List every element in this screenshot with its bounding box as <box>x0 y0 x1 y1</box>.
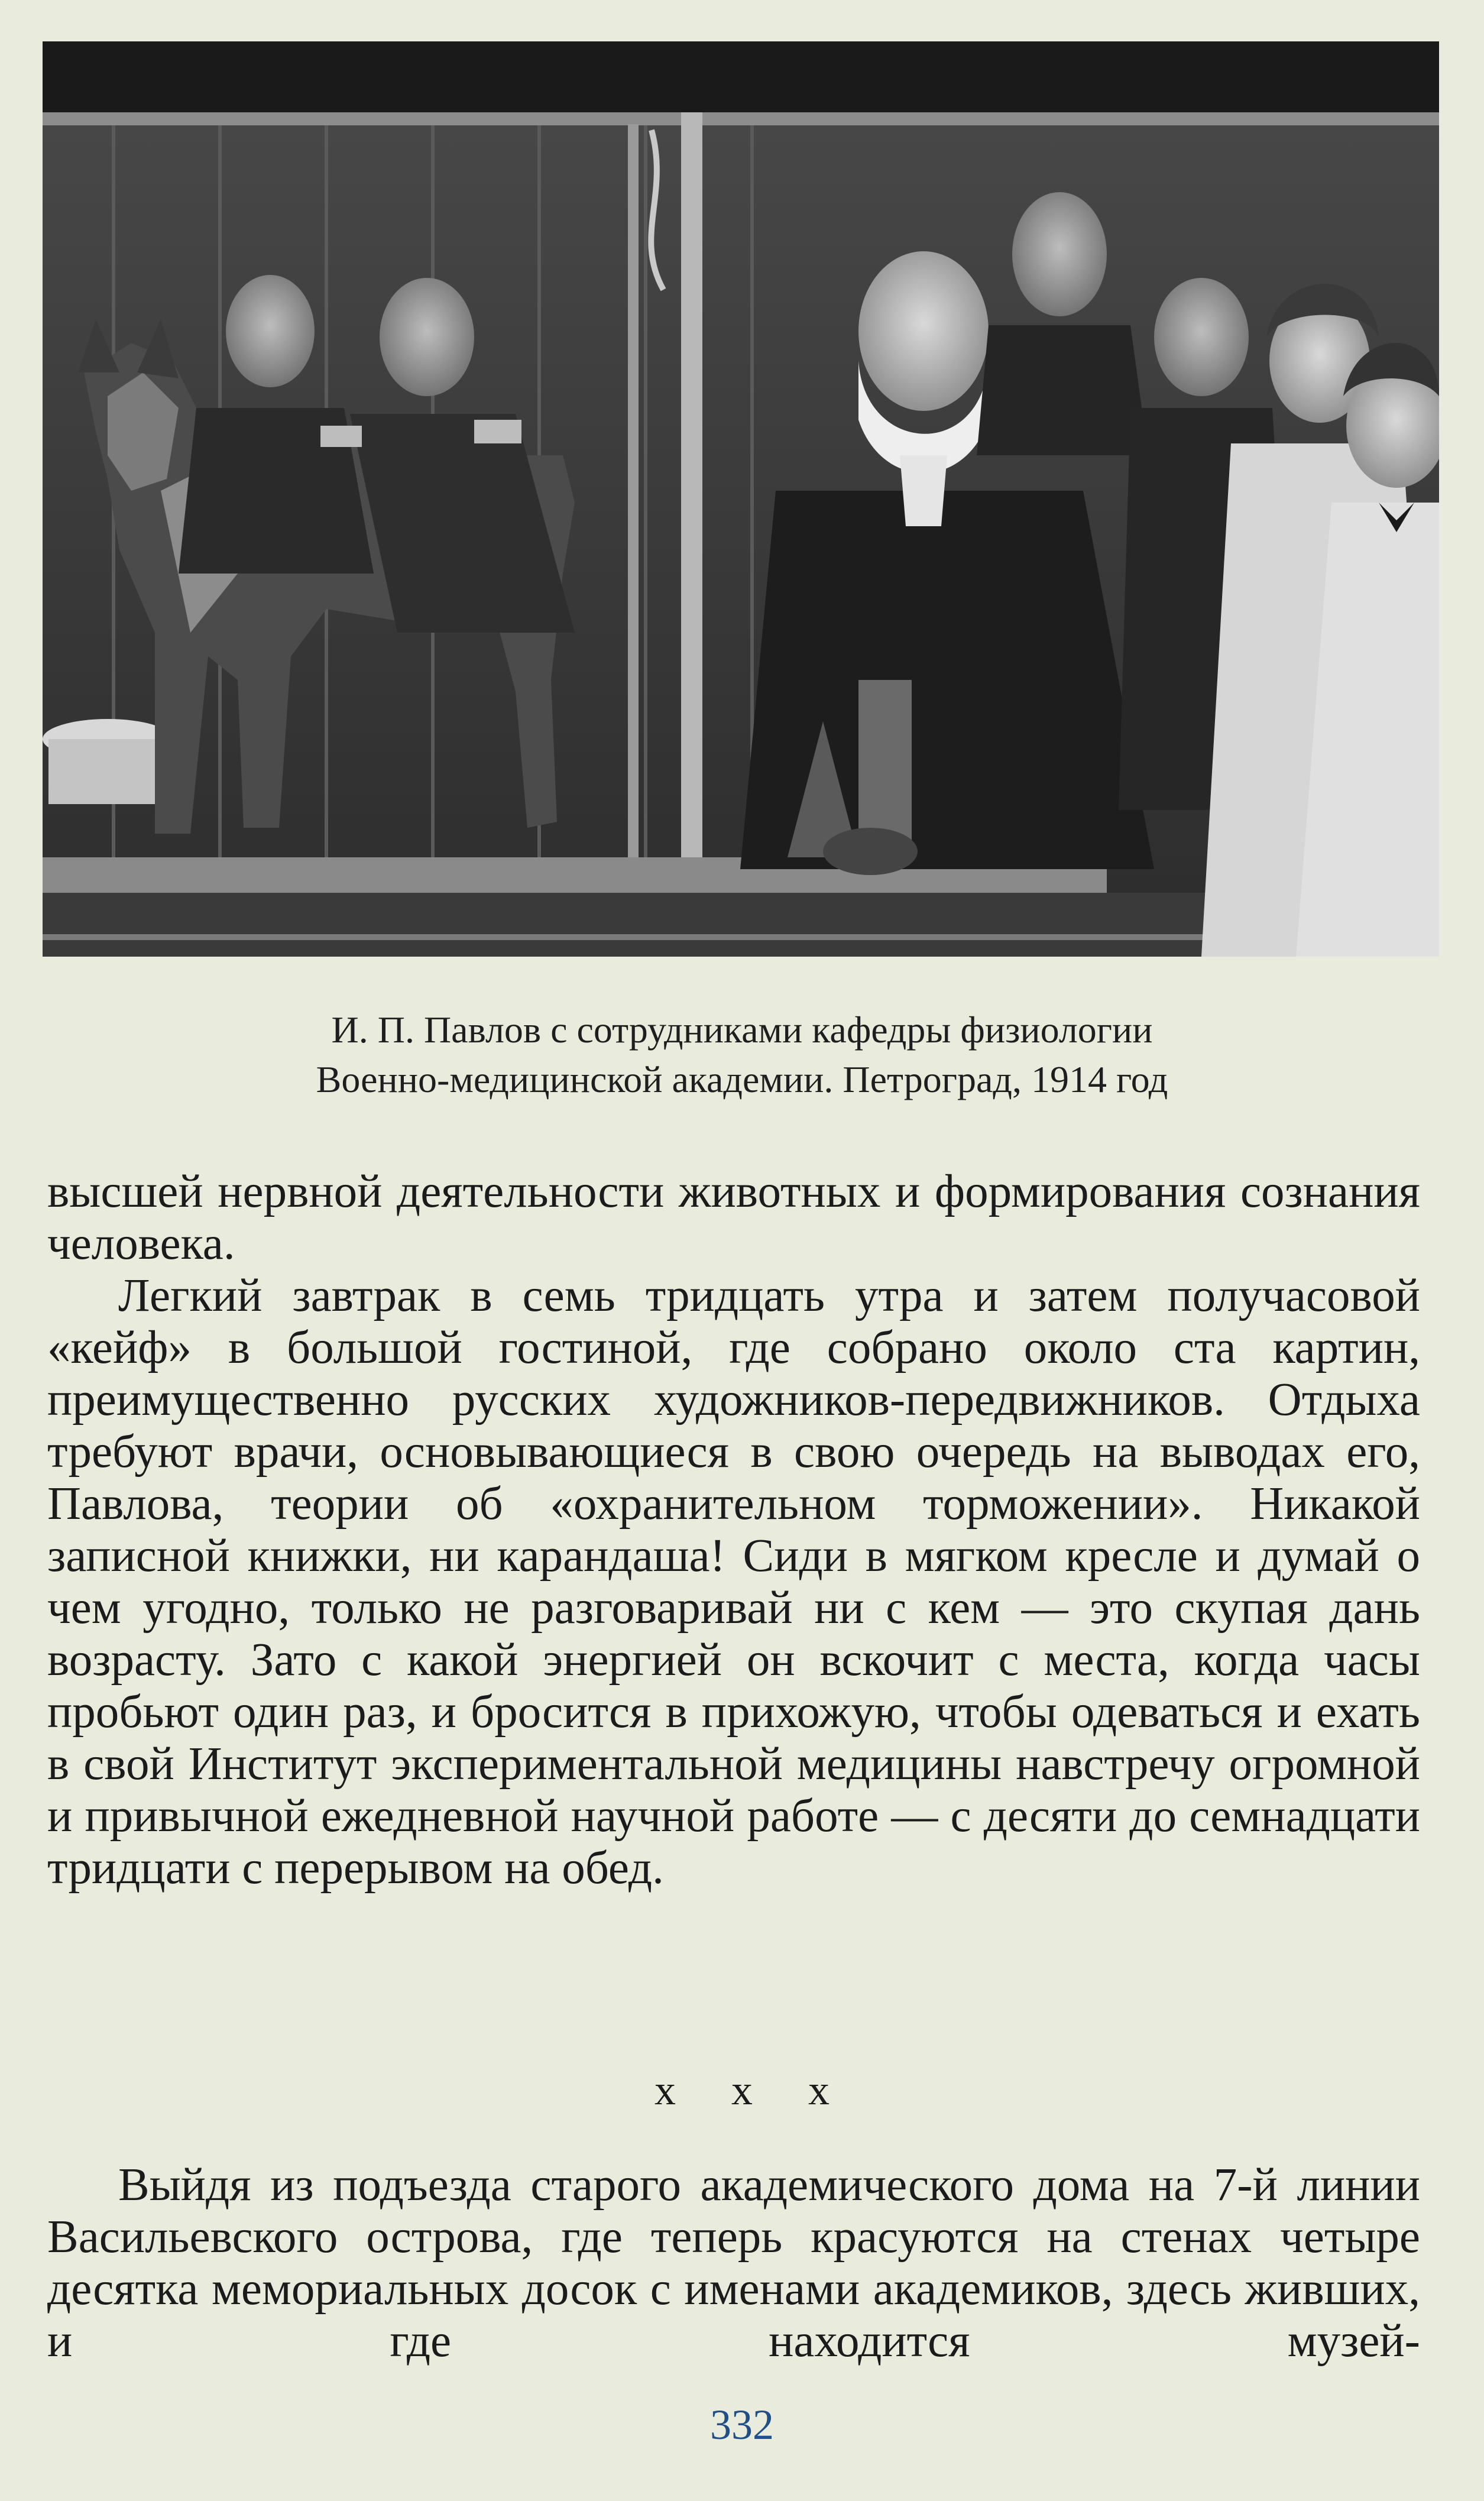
separator-mark-1: x <box>654 2066 676 2114</box>
historical-photo <box>43 41 1439 957</box>
photo-caption <box>0 1005 1484 1104</box>
separator-mark-3: x <box>808 2066 830 2114</box>
caption-line-1: И. П. Павлов с сотрудниками кафедры физиологии <box>331 1009 1153 1051</box>
paragraph-1: высшей нервной деятельности животных и формирования сознания человека. <box>47 1166 1420 1269</box>
paragraph-2: Легкий завтрак в семь тридцать утра и затем получасовой «кейф» в большой гостиной, где собрано около ста картин, преимущественно русских художников-передвижников. Отдыха требуют врачи, основывающиеся в свою очередь на выводах его, Павлова, теории об «охранительном торможении». Никакой записной книжки, ни карандаша! Сиди в мягком кресле и думай о чем угодно, только не разговаривай ни с кем — это скупая дань возрасту. Зато с какой энергией он вскочит с места, когда часы пробьют один раз, и бросится в прихожую, чтобы одеваться и ехать в свой Институт экспериментальной медицины навстречу огромной и привычной ежедневной научной работе — с десяти до семнадцати тридцати с перерывом на обед. <box>47 1270 1420 1894</box>
page-number: 332 <box>710 2401 774 2448</box>
paragraph-3: Выйдя из подъезда старого академического дома на 7-й линии Васильевского острова, где теперь красуются на стенах четыре десятка мемориальных досок с именами академиков, здесь живших, и где находится музей- <box>47 2159 1420 2367</box>
caption-line-2: Военно-медицинской академии. Петроград, 1914 год <box>316 1058 1168 1100</box>
main-text <box>47 1166 1420 1894</box>
separator-mark-2: x <box>731 2066 753 2114</box>
section-separator <box>0 2063 1484 2117</box>
photo-illustration <box>43 41 1439 957</box>
main-text-continued <box>47 2159 1420 2367</box>
